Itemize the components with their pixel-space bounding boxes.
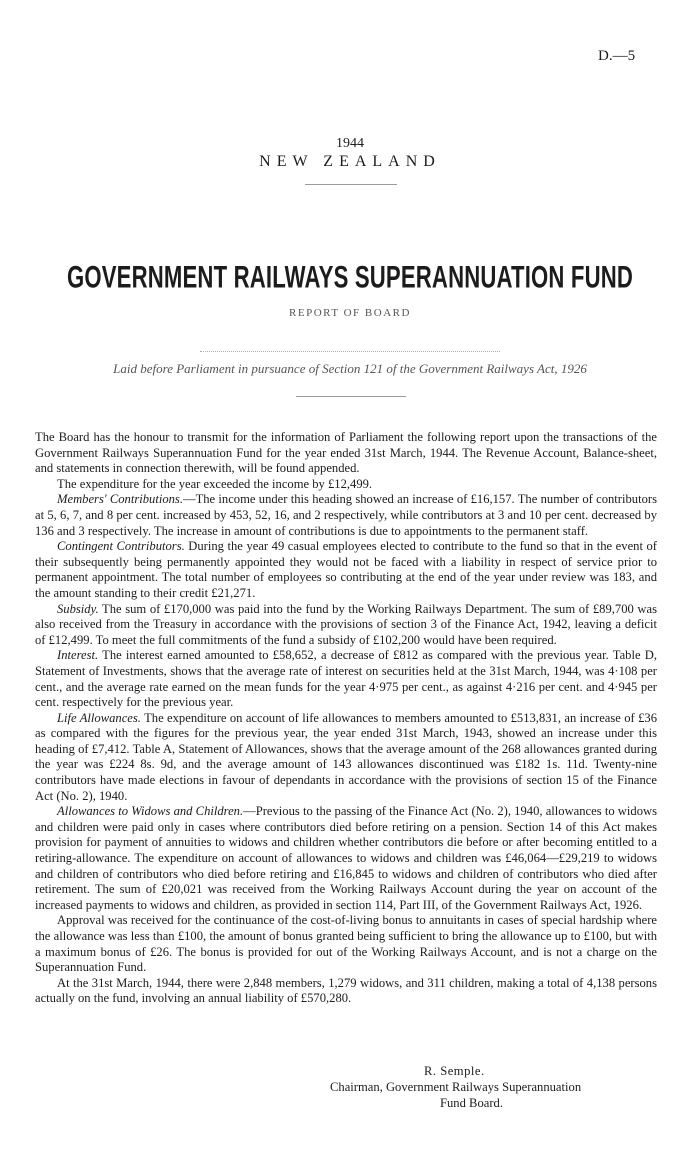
year: 1944: [336, 136, 364, 151]
paragraph-text: The sum of £170,000 was paid into the fund by the Working Railways Department. The sum of £89,700 was also received from the Treasury in accordance with the provisions of section 3 of the Finance Act, 1942, leaving a deficit of £12,499. To meet the full commitments of the fund a subsidy of £102,200 would have been required.: [35, 601, 657, 647]
paragraph-lead: Subsidy.: [57, 601, 99, 616]
report-body: [35, 430, 657, 1007]
paragraph-life-allowances: [35, 711, 657, 805]
page-id: D.—5: [598, 48, 636, 64]
signatory-title-continued: Fund Board.: [440, 1096, 503, 1110]
laid-before-parliament-note: Laid before Parliament in pursuance of Section 121 of the Government Railways Act, 1926: [113, 361, 587, 376]
paragraph-contingent-contributors: [35, 539, 657, 601]
country-heading: NEW ZEALAND: [259, 153, 441, 170]
paragraph-subsidy: [35, 602, 657, 649]
signatory-title: Chairman, Government Railways Superannuation: [330, 1080, 582, 1094]
paragraph-lead: Members' Contributions.: [57, 492, 183, 507]
paragraph-widows-children: [35, 804, 657, 913]
paragraph-text: The interest earned amounted to £58,652, a decrease of £812 as compared with the previous year. Table D, Statement of Investments, shows that the average rate of interest on securities held at the 31st March, 1944, was 4·108 per cent., and the average rate earned on the mean funds for the year 4·975 per cent., as against 4·216 per cent. and 4·945 per cent. respectively for the previous year.: [35, 648, 657, 710]
paragraph-membership-totals: At the 31st March, 1944, there were 2,848 members, 1,279 widows, and 311 children, making a total of 4,138 persons actually on the fund, involving an annual liability of £570,280.: [35, 975, 657, 1006]
paragraph-members-contributions: [35, 492, 657, 539]
divider-rule: [200, 351, 500, 352]
paragraph-lead: Life Allowances.: [57, 710, 141, 725]
paragraph-expenditure: The expenditure for the year exceeded the income by £12,499.: [57, 476, 373, 491]
divider-rule: [305, 184, 397, 185]
paragraph-cost-of-living-bonus: Approval was received for the continuance of the cost-of-living bonus to annuitants in cases of special hardship where the allowance was less than £100, the amount of bonus granted being sufficient to bring the allowance up to £100, but with a maximum bonus of £26. The bonus is provided for out of the Working Railways Account, and is not a charge on the Superannuation Fund.: [35, 913, 657, 975]
paragraph-text: —The income under this heading showed an increase of £16,157. The number of contributors at 5, 6, 7, and 8 per cent. increased by 453, 52, 16, and 2 respectively, while contributors at 3 and 10 per cent. decreased by 136 and 3 respectively. The increase in amount of contributions is due to appointments to the permanent staff.: [35, 492, 657, 538]
paragraph-interest: [35, 648, 657, 710]
signatory-name: R. Semple.: [424, 1064, 485, 1078]
page-title: GOVERNMENT RAILWAYS SUPERANNUATION FUND: [66, 259, 634, 295]
report-subtitle: REPORT OF BOARD: [289, 307, 411, 319]
paragraph-lead: Contingent Contributors.: [57, 539, 185, 554]
paragraph-text: During the year 49 casual employees elected to contribute to the fund so that in the event of their subsequently being permanently appointed they would not be faced with a liability in respect of service prior to permanent appointment. The total number of employees so contributing at the end of the year under review was 183, and the amount standing to their credit £21,271.: [35, 539, 657, 600]
paragraph-text: —Previous to the passing of the Finance Act (No. 2), 1940, allowances to widows and children were paid only in cases where contributors died before retiring on a pension. Section 14 of this Act makes provision for payment of annuities to widows and children whether contributors die before or after becoming entitled to a retiring-allowance. The expenditure on account of allowances to widows and children was £46,064—£29,219 to widows and children of contributors who died before retiring and £16,845 to widows and children of contributors who died after retirement. The sum of £20,021 was received from the Working Railways Account during the year on account of the increased payments to widows and children, as provided in section 114, Part III, of the Government Railways Act, 1926.: [35, 804, 657, 912]
paragraph-lead: Interest.: [57, 648, 99, 663]
divider-rule: [296, 396, 406, 397]
paragraph-text: The expenditure on account of life allowances to members amounted to £513,831, an increase of £36 as compared with the figures for the previous year, the year ended 31st March, 1943, showed an increase under this heading of £7,412. Table A, Statement of Allowances, shows that the average amount of the 268 allowances granted during the year was £224 8s. 9d, and the average amount of 143 allowances discontinued was £182 1s. 11d. Twenty-nine contributors have made elections in favour of dependants in accordance with the provisions of section 15 of the Finance Act (No. 2), 1940.: [35, 710, 657, 803]
paragraph-lead: Allowances to Widows and Children.: [57, 804, 244, 819]
paragraph-intro: The Board has the honour to transmit for the information of Parliament the following report upon the transactions of the Government Railways Superannuation Fund for the year ended 31st March, 1944. The Revenue Account, Balance-sheet, and statements in connection therewith, will be found appended.: [35, 430, 657, 476]
